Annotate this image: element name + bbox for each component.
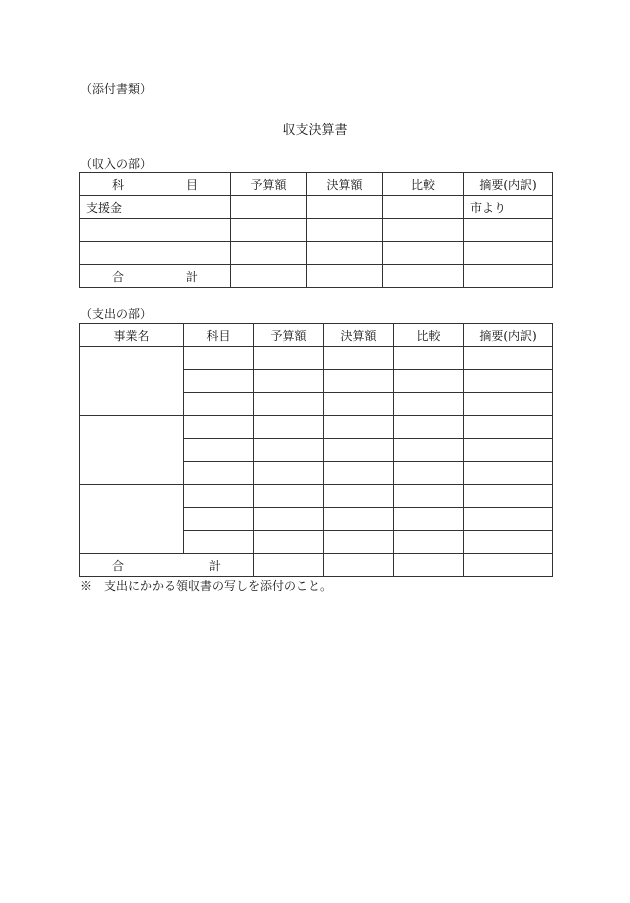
expense-table: [79, 323, 553, 577]
income-cell-budget: [231, 219, 307, 242]
income-total-row: [80, 265, 553, 288]
expense-cell: [464, 347, 553, 370]
expense-total-comparison: [394, 554, 464, 577]
expense-header-budget: 予算額: [254, 324, 324, 347]
expense-total-label: [80, 554, 254, 577]
expense-total-remarks: [464, 554, 553, 577]
income-header-remarks: 摘要(内訳): [464, 173, 553, 196]
expense-cell: [254, 416, 324, 439]
expense-header-comparison: 比較: [394, 324, 464, 347]
expense-cell: [464, 508, 553, 531]
expense-cell: [254, 347, 324, 370]
income-cell-settlement: [307, 196, 383, 219]
expense-header-settlement: 決算額: [324, 324, 394, 347]
expense-cell: [464, 393, 553, 416]
expense-cell: [394, 370, 464, 393]
expense-cell: [394, 416, 464, 439]
expense-cell: [184, 439, 254, 462]
expense-total-budget: [254, 554, 324, 577]
expense-cell: [394, 508, 464, 531]
income-cell-settlement: [307, 242, 383, 265]
income-total-right: 計: [185, 269, 198, 284]
expense-section-caption: （支出の部）: [80, 307, 153, 321]
income-table: [79, 172, 553, 288]
expense-cell: [324, 485, 394, 508]
table-row: [80, 347, 553, 370]
expense-project-cell: [80, 485, 184, 554]
expense-cell: [324, 462, 394, 485]
expense-project-cell: [80, 416, 184, 485]
income-cell-budget: [231, 196, 307, 219]
income-header-subject-left: 科: [112, 177, 125, 192]
expense-cell: [184, 393, 254, 416]
expense-header-subject: 科目: [184, 324, 254, 347]
income-total-left: 合: [112, 269, 125, 284]
attachment-label: （添付書類）: [80, 82, 153, 96]
expense-total-left: 合: [112, 558, 125, 573]
income-cell-budget: [231, 242, 307, 265]
income-total-settlement: [307, 265, 383, 288]
document-title: 収支決算書: [282, 123, 348, 138]
income-cell-subject: [80, 242, 231, 265]
expense-cell: [464, 416, 553, 439]
expense-project-cell: [80, 347, 184, 416]
expense-cell: [464, 462, 553, 485]
table-row: [80, 485, 553, 508]
expense-cell: [324, 439, 394, 462]
income-cell-subject: [80, 219, 231, 242]
expense-total-row: [80, 554, 553, 577]
expense-total-right: 計: [208, 558, 221, 573]
expense-cell: [394, 531, 464, 554]
income-total-budget: [231, 265, 307, 288]
expense-cell: [184, 508, 254, 531]
expense-cell: [254, 370, 324, 393]
expense-cell: [324, 370, 394, 393]
income-header-subject-right: 目: [185, 177, 198, 192]
expense-cell: [184, 485, 254, 508]
expense-total-settlement: [324, 554, 394, 577]
expense-cell: [394, 485, 464, 508]
income-header-row: [80, 173, 553, 196]
expense-cell: [184, 370, 254, 393]
footnote: ※ 支出にかかる領収書の写しを添付のこと。: [80, 579, 333, 593]
expense-cell: [254, 485, 324, 508]
table-row: [80, 196, 553, 219]
expense-cell: [464, 485, 553, 508]
income-cell-subject: 支援金: [80, 196, 231, 219]
expense-cell: [254, 531, 324, 554]
expense-cell: [324, 531, 394, 554]
income-section-caption: （収入の部）: [80, 157, 153, 171]
expense-cell: [324, 416, 394, 439]
expense-header-project: 事業名: [80, 324, 184, 347]
table-row: [80, 242, 553, 265]
income-cell-remarks: [464, 219, 553, 242]
income-cell-remarks: [464, 242, 553, 265]
expense-cell: [254, 462, 324, 485]
table-row: [80, 416, 553, 439]
expense-cell: [394, 393, 464, 416]
income-total-label: [80, 265, 231, 288]
expense-cell: [184, 531, 254, 554]
expense-cell: [184, 416, 254, 439]
income-header-settlement: 決算額: [307, 173, 383, 196]
income-cell-comparison: [383, 242, 464, 265]
income-cell-remarks: 市より: [464, 196, 553, 219]
income-header-subject: [80, 173, 231, 196]
expense-cell: [254, 508, 324, 531]
expense-cell: [254, 439, 324, 462]
income-cell-comparison: [383, 196, 464, 219]
income-total-comparison: [383, 265, 464, 288]
expense-cell: [184, 347, 254, 370]
income-header-comparison: 比較: [383, 173, 464, 196]
income-header-budget: 予算額: [231, 173, 307, 196]
expense-cell: [254, 393, 324, 416]
expense-header-row: [80, 324, 553, 347]
expense-cell: [394, 439, 464, 462]
expense-cell: [464, 439, 553, 462]
expense-cell: [324, 508, 394, 531]
income-cell-settlement: [307, 219, 383, 242]
expense-header-remarks: 摘要(内訳): [464, 324, 553, 347]
expense-cell: [324, 347, 394, 370]
expense-cell: [394, 462, 464, 485]
income-cell-comparison: [383, 219, 464, 242]
expense-cell: [464, 531, 553, 554]
expense-cell: [464, 370, 553, 393]
income-total-remarks: [464, 265, 553, 288]
expense-cell: [394, 347, 464, 370]
expense-cell: [184, 462, 254, 485]
table-row: [80, 219, 553, 242]
expense-cell: [324, 393, 394, 416]
